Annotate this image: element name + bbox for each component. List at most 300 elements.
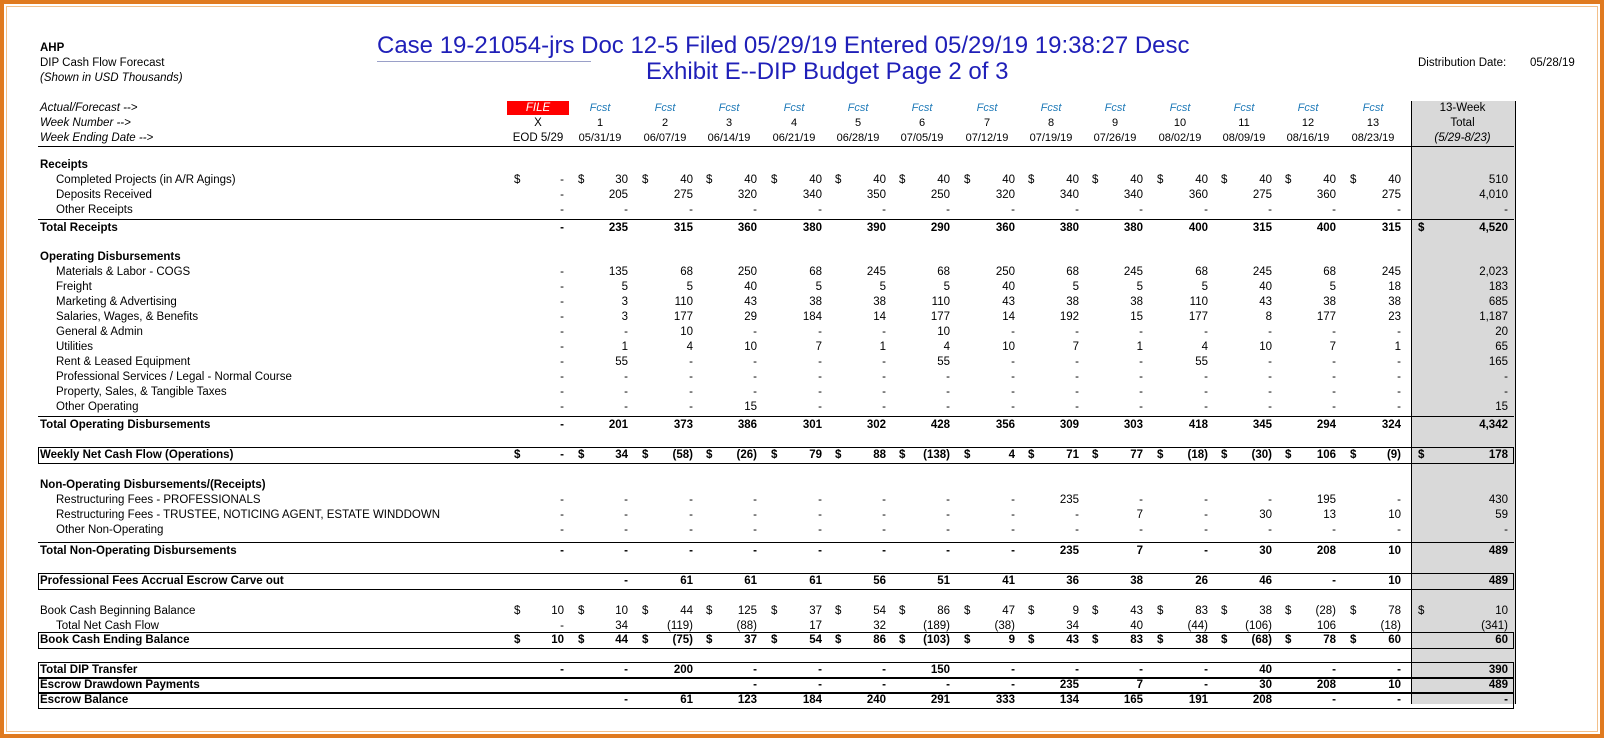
table-cell: 200 bbox=[673, 664, 693, 676]
table-cell: 43 bbox=[1130, 605, 1143, 617]
week-6-number: 6 bbox=[918, 117, 926, 129]
table-cell: 5 bbox=[1136, 281, 1143, 293]
dollar-sign: $ bbox=[578, 634, 585, 646]
table-cell: - bbox=[753, 494, 757, 506]
table-cell: 10 bbox=[1495, 605, 1508, 617]
table-cell: 178 bbox=[1488, 449, 1508, 461]
table-cell: 191 bbox=[1188, 694, 1208, 706]
table-cell: - bbox=[1075, 386, 1079, 398]
table-cell: 38 bbox=[1388, 296, 1401, 308]
dollar-sign: $ bbox=[706, 605, 713, 617]
table-cell: (58) bbox=[672, 449, 693, 461]
table-cell: - bbox=[1504, 371, 1508, 383]
table-cell: - bbox=[818, 386, 822, 398]
dollar-sign: $ bbox=[899, 605, 906, 617]
table-cell: 7 bbox=[1136, 509, 1143, 521]
dollar-sign: $ bbox=[578, 449, 585, 461]
table-cell: 360 bbox=[1188, 189, 1208, 201]
table-cell: - bbox=[1011, 545, 1015, 557]
table-cell: - bbox=[560, 266, 564, 278]
table-cell: - bbox=[1075, 356, 1079, 368]
table-cell: - bbox=[560, 386, 564, 398]
table-cell: - bbox=[818, 524, 822, 536]
table-cell: - bbox=[1011, 326, 1015, 338]
table-cell: 43 bbox=[1002, 296, 1015, 308]
table-cell: 4,520 bbox=[1479, 222, 1508, 234]
week-8-actual-forecast: Fcst bbox=[1040, 102, 1062, 114]
table-cell: 489 bbox=[1488, 545, 1508, 557]
report-subtitle: DIP Cash Flow Forecast bbox=[40, 57, 165, 69]
table-cell: 290 bbox=[930, 222, 950, 234]
week-9-ending-date: 07/26/19 bbox=[1093, 132, 1137, 144]
table-cell: (88) bbox=[736, 620, 757, 632]
table-cell: - bbox=[1268, 356, 1272, 368]
table-cell: - bbox=[882, 356, 886, 368]
table-cell: 68 bbox=[937, 266, 950, 278]
table-cell: - bbox=[753, 326, 757, 338]
label-week-ending: Week Ending Date --> bbox=[40, 132, 154, 144]
row-label: Restructuring Fees - PROFESSIONALS bbox=[56, 494, 261, 506]
table-cell: 135 bbox=[608, 266, 628, 278]
table-cell: - bbox=[689, 494, 693, 506]
table-cell: 1 bbox=[621, 341, 628, 353]
file-status-badge: FILE bbox=[507, 101, 569, 115]
table-cell: 205 bbox=[608, 189, 628, 201]
week-4-ending-date: 06/21/19 bbox=[772, 132, 816, 144]
table-cell: 5 bbox=[879, 281, 886, 293]
table-cell: - bbox=[560, 281, 564, 293]
table-cell: - bbox=[753, 356, 757, 368]
dollar-sign: $ bbox=[1157, 634, 1164, 646]
week-10-actual-forecast: Fcst bbox=[1169, 102, 1191, 114]
table-cell: 275 bbox=[1252, 189, 1272, 201]
table-cell: 65 bbox=[1495, 341, 1508, 353]
table-cell: - bbox=[1011, 509, 1015, 521]
dollar-sign: $ bbox=[1418, 449, 1425, 461]
table-cell: - bbox=[1011, 401, 1015, 413]
total-rule bbox=[38, 416, 1514, 417]
table-cell: - bbox=[818, 326, 822, 338]
table-cell: 30 bbox=[1259, 509, 1272, 521]
row-label: Total Net Cash Flow bbox=[56, 620, 159, 632]
table-cell: - bbox=[1075, 509, 1079, 521]
dollar-sign: $ bbox=[1028, 634, 1035, 646]
dollar-sign: $ bbox=[835, 449, 842, 461]
table-cell: 5 bbox=[1329, 281, 1336, 293]
dollar-sign: $ bbox=[1028, 174, 1035, 186]
table-cell: - bbox=[1332, 356, 1336, 368]
table-cell: 235 bbox=[1059, 545, 1079, 557]
table-cell: - bbox=[1268, 494, 1272, 506]
table-cell: - bbox=[1397, 401, 1401, 413]
table-cell: - bbox=[624, 524, 628, 536]
table-cell: 40 bbox=[1323, 174, 1336, 186]
table-cell: - bbox=[560, 545, 564, 557]
table-cell: 38 bbox=[1066, 296, 1079, 308]
table-cell: - bbox=[882, 679, 886, 691]
table-cell: 134 bbox=[1059, 694, 1079, 706]
table-cell: - bbox=[689, 509, 693, 521]
table-cell: (106) bbox=[1245, 620, 1272, 632]
table-cell: - bbox=[1139, 401, 1143, 413]
table-cell: 10 bbox=[1388, 509, 1401, 521]
table-cell: - bbox=[1075, 326, 1079, 338]
table-cell: 177 bbox=[930, 311, 950, 323]
table-cell: - bbox=[560, 419, 564, 431]
table-cell: 340 bbox=[1123, 189, 1143, 201]
table-cell: 250 bbox=[737, 266, 757, 278]
table-cell: - bbox=[1332, 664, 1336, 676]
table-cell: 201 bbox=[608, 419, 628, 431]
table-cell: 303 bbox=[1123, 419, 1143, 431]
table-cell: - bbox=[882, 494, 886, 506]
table-cell: 165 bbox=[1123, 694, 1143, 706]
table-cell: - bbox=[560, 494, 564, 506]
dollar-sign: $ bbox=[771, 174, 778, 186]
distribution-label: Distribution Date: bbox=[1418, 57, 1507, 69]
table-cell: - bbox=[1075, 401, 1079, 413]
first-week-ending: EOD 5/29 bbox=[512, 132, 564, 144]
table-cell: 61 bbox=[809, 575, 822, 587]
label-actual-forecast: Actual/Forecast --> bbox=[40, 102, 138, 114]
table-cell: - bbox=[624, 509, 628, 521]
table-cell: - bbox=[689, 204, 693, 216]
table-cell: - bbox=[1332, 386, 1336, 398]
row-label: Book Cash Ending Balance bbox=[40, 634, 190, 646]
table-cell: - bbox=[1075, 664, 1079, 676]
table-cell: 40 bbox=[809, 174, 822, 186]
table-cell: - bbox=[560, 311, 564, 323]
week-5-number: 5 bbox=[854, 117, 862, 129]
dollar-sign: $ bbox=[706, 174, 713, 186]
table-cell: (38) bbox=[994, 620, 1015, 632]
dollar-sign: $ bbox=[1221, 605, 1228, 617]
table-cell: 8 bbox=[1265, 311, 1272, 323]
company-name: AHP bbox=[40, 42, 65, 54]
table-cell: 40 bbox=[1259, 174, 1272, 186]
dollar-sign: $ bbox=[771, 449, 778, 461]
table-cell: 10 bbox=[1002, 341, 1015, 353]
week-2-number: 2 bbox=[661, 117, 669, 129]
table-cell: 123 bbox=[737, 694, 757, 706]
week-4-number: 4 bbox=[790, 117, 798, 129]
week-9-number: 9 bbox=[1111, 117, 1119, 129]
table-cell: - bbox=[1332, 204, 1336, 216]
table-cell: - bbox=[1332, 524, 1336, 536]
row-label: Receipts bbox=[40, 159, 88, 171]
table-cell: 56 bbox=[873, 575, 886, 587]
dollar-sign: $ bbox=[1028, 605, 1035, 617]
table-cell: 302 bbox=[866, 419, 886, 431]
table-cell: 386 bbox=[737, 419, 757, 431]
table-cell: 9 bbox=[1072, 605, 1079, 617]
table-cell: 301 bbox=[802, 419, 822, 431]
table-cell: - bbox=[1504, 204, 1508, 216]
week-7-actual-forecast: Fcst bbox=[976, 102, 998, 114]
dollar-sign: $ bbox=[771, 634, 778, 646]
table-cell: 235 bbox=[608, 222, 628, 234]
table-cell: 88 bbox=[873, 449, 886, 461]
units-note: (Shown in USD Thousands) bbox=[40, 72, 183, 84]
table-cell: 59 bbox=[1495, 509, 1508, 521]
table-cell: - bbox=[1504, 694, 1508, 706]
table-cell: 40 bbox=[1388, 174, 1401, 186]
table-cell: 294 bbox=[1316, 419, 1336, 431]
row-label: Other Operating bbox=[56, 401, 139, 413]
table-cell: 3 bbox=[621, 296, 628, 308]
table-cell: 55 bbox=[937, 356, 950, 368]
table-cell: 46 bbox=[1259, 575, 1272, 587]
table-cell: - bbox=[560, 356, 564, 368]
table-cell: - bbox=[560, 371, 564, 383]
table-cell: - bbox=[560, 524, 564, 536]
table-cell: - bbox=[946, 524, 950, 536]
table-cell: - bbox=[946, 204, 950, 216]
table-cell: 5 bbox=[1072, 281, 1079, 293]
table-cell: 1 bbox=[1394, 341, 1401, 353]
table-cell: 1,187 bbox=[1479, 311, 1508, 323]
first-week-number: X bbox=[534, 117, 542, 129]
table-cell: 430 bbox=[1488, 494, 1508, 506]
table-cell: - bbox=[1139, 326, 1143, 338]
table-cell: 315 bbox=[1252, 222, 1272, 234]
table-cell: 14 bbox=[873, 311, 886, 323]
table-cell: 4 bbox=[943, 341, 950, 353]
table-cell: 10 bbox=[937, 326, 950, 338]
table-cell: 110 bbox=[1189, 296, 1208, 308]
table-cell: 14 bbox=[1002, 311, 1015, 323]
dollar-sign: $ bbox=[642, 634, 649, 646]
dollar-sign: $ bbox=[1350, 605, 1357, 617]
week-10-number: 10 bbox=[1173, 117, 1187, 129]
table-cell: 192 bbox=[1059, 311, 1079, 323]
week-12-actual-forecast: Fcst bbox=[1297, 102, 1319, 114]
table-cell: 350 bbox=[866, 189, 886, 201]
table-cell: - bbox=[624, 401, 628, 413]
table-cell: 333 bbox=[995, 694, 1015, 706]
table-cell: 40 bbox=[680, 174, 693, 186]
table-cell: - bbox=[818, 401, 822, 413]
table-cell: - bbox=[1011, 356, 1015, 368]
table-cell: - bbox=[1011, 664, 1015, 676]
table-cell: 26 bbox=[1195, 575, 1208, 587]
dollar-sign: $ bbox=[899, 634, 906, 646]
table-cell: - bbox=[882, 204, 886, 216]
table-cell: 10 bbox=[680, 326, 693, 338]
table-cell: 13 bbox=[1323, 509, 1336, 521]
week-8-number: 8 bbox=[1047, 117, 1055, 129]
row-label: Operating Disbursements bbox=[40, 251, 181, 263]
week-5-actual-forecast: Fcst bbox=[847, 102, 869, 114]
table-cell: 4 bbox=[686, 341, 693, 353]
table-cell: 208 bbox=[1316, 679, 1336, 691]
table-cell: 4,342 bbox=[1479, 419, 1508, 431]
table-cell: - bbox=[1204, 679, 1208, 691]
table-cell: - bbox=[1075, 524, 1079, 536]
table-cell: - bbox=[1268, 371, 1272, 383]
table-cell: 235 bbox=[1059, 494, 1079, 506]
table-cell: 10 bbox=[1388, 575, 1401, 587]
table-cell: 40 bbox=[1002, 281, 1015, 293]
row-label: Salaries, Wages, & Benefits bbox=[56, 311, 199, 323]
table-cell: - bbox=[818, 371, 822, 383]
dollar-sign: $ bbox=[706, 634, 713, 646]
table-cell: 7 bbox=[1136, 679, 1143, 691]
table-cell: - bbox=[1332, 326, 1336, 338]
week-4-actual-forecast: Fcst bbox=[783, 102, 805, 114]
table-cell: 428 bbox=[930, 419, 950, 431]
table-cell: - bbox=[1397, 371, 1401, 383]
week-1-actual-forecast: Fcst bbox=[589, 102, 611, 114]
table-cell: 110 bbox=[931, 296, 950, 308]
week-1-ending-date: 05/31/19 bbox=[578, 132, 622, 144]
week-3-ending-date: 06/14/19 bbox=[707, 132, 751, 144]
row-label: Total Operating Disbursements bbox=[40, 419, 211, 431]
table-cell: 250 bbox=[930, 189, 950, 201]
table-cell: 195 bbox=[1316, 494, 1336, 506]
table-cell: (138) bbox=[923, 449, 950, 461]
row-label: Non-Operating Disbursements/(Receipts) bbox=[40, 479, 266, 491]
table-cell: 38 bbox=[873, 296, 886, 308]
dollar-sign: $ bbox=[1285, 449, 1292, 461]
row-label: Other Non-Operating bbox=[56, 524, 164, 536]
table-cell: 55 bbox=[615, 356, 628, 368]
table-cell: 184 bbox=[802, 694, 822, 706]
dollar-sign: $ bbox=[964, 634, 971, 646]
row-label: Other Receipts bbox=[56, 204, 133, 216]
table-cell: 68 bbox=[1066, 266, 1079, 278]
table-cell: 29 bbox=[744, 311, 757, 323]
table-cell: (44) bbox=[1187, 620, 1208, 632]
dollar-sign: $ bbox=[899, 174, 906, 186]
table-cell: 38 bbox=[809, 296, 822, 308]
week-2-ending-date: 06/07/19 bbox=[643, 132, 687, 144]
week-11-actual-forecast: Fcst bbox=[1233, 102, 1255, 114]
table-cell: 51 bbox=[937, 575, 950, 587]
row-label: Materials & Labor - COGS bbox=[56, 266, 191, 278]
table-cell: 60 bbox=[1388, 634, 1401, 646]
table-cell: - bbox=[1268, 401, 1272, 413]
table-cell: 43 bbox=[1259, 296, 1272, 308]
table-cell: - bbox=[946, 401, 950, 413]
table-cell: 390 bbox=[1488, 664, 1508, 676]
table-cell: 340 bbox=[1059, 189, 1079, 201]
table-cell: 86 bbox=[937, 605, 950, 617]
table-cell: 40 bbox=[744, 281, 757, 293]
court-stamp-line1: Case 19-21054-jrs Doc 12-5 Filed 05/29/19 Entered 05/29/19 19:38:27 Desc bbox=[377, 32, 1190, 59]
dollar-sign: $ bbox=[1221, 449, 1228, 461]
table-cell: - bbox=[1139, 386, 1143, 398]
week-11-number: 11 bbox=[1238, 117, 1250, 129]
table-cell: 345 bbox=[1252, 419, 1272, 431]
table-cell: (9) bbox=[1386, 449, 1401, 461]
week-13-actual-forecast: Fcst bbox=[1362, 102, 1384, 114]
row-label: Total Non-Operating Disbursements bbox=[40, 545, 237, 557]
week-13-ending-date: 08/23/19 bbox=[1351, 132, 1395, 144]
dollar-sign: $ bbox=[1350, 174, 1357, 186]
table-cell: - bbox=[560, 204, 564, 216]
dollar-sign: $ bbox=[514, 174, 521, 186]
table-cell: 40 bbox=[1130, 174, 1143, 186]
table-cell: - bbox=[946, 679, 950, 691]
table-cell: - bbox=[882, 371, 886, 383]
table-cell: 208 bbox=[1252, 694, 1272, 706]
table-cell: 184 bbox=[802, 311, 822, 323]
table-cell: - bbox=[1204, 524, 1208, 536]
table-cell: 177 bbox=[1188, 311, 1208, 323]
table-cell: 489 bbox=[1488, 575, 1508, 587]
table-cell: 275 bbox=[673, 189, 693, 201]
table-cell: 34 bbox=[615, 620, 628, 632]
table-cell: - bbox=[1204, 386, 1208, 398]
table-cell: 110 bbox=[674, 296, 693, 308]
table-cell: - bbox=[1397, 386, 1401, 398]
table-cell: 38 bbox=[1323, 296, 1336, 308]
table-cell: - bbox=[1397, 694, 1401, 706]
table-cell: 250 bbox=[995, 266, 1015, 278]
dollar-sign: $ bbox=[771, 605, 778, 617]
table-cell: - bbox=[1397, 356, 1401, 368]
row-label: Escrow Balance bbox=[40, 694, 129, 706]
table-cell: 10 bbox=[744, 341, 757, 353]
table-cell: 61 bbox=[680, 575, 693, 587]
table-cell: - bbox=[1139, 524, 1143, 536]
table-cell: 177 bbox=[1316, 311, 1336, 323]
table-cell: 78 bbox=[1323, 634, 1336, 646]
row-label: Escrow Drawdown Payments bbox=[40, 679, 200, 691]
row-label: Professional Fees Accrual Escrow Carve out bbox=[40, 575, 284, 587]
table-cell: 7 bbox=[1072, 341, 1079, 353]
table-cell: (18) bbox=[1380, 620, 1401, 632]
table-cell: 30 bbox=[1259, 679, 1272, 691]
table-cell: - bbox=[818, 679, 822, 691]
table-cell: 360 bbox=[1316, 189, 1336, 201]
row-label: Restructuring Fees - TRUSTEE, NOTICING AGENT, ESTATE WINDDOWN bbox=[56, 509, 441, 521]
table-cell: - bbox=[1011, 204, 1015, 216]
table-cell: - bbox=[882, 524, 886, 536]
table-cell: - bbox=[1204, 401, 1208, 413]
table-cell: 373 bbox=[673, 419, 693, 431]
week-3-number: 3 bbox=[725, 117, 733, 129]
table-cell: 235 bbox=[1059, 679, 1079, 691]
table-cell: 320 bbox=[995, 189, 1015, 201]
table-cell: 183 bbox=[1488, 281, 1508, 293]
total-header-line2: Total bbox=[1450, 117, 1475, 129]
table-cell: 245 bbox=[866, 266, 886, 278]
table-cell: 106 bbox=[1316, 449, 1336, 461]
table-cell: 315 bbox=[673, 222, 693, 234]
table-cell: 291 bbox=[930, 694, 950, 706]
table-cell: 7 bbox=[815, 341, 822, 353]
table-cell: - bbox=[946, 494, 950, 506]
row-label: Completed Projects (in A/R Agings) bbox=[56, 174, 236, 186]
table-cell: 245 bbox=[1252, 266, 1272, 278]
table-cell: 40 bbox=[1259, 281, 1272, 293]
table-cell: 41 bbox=[1002, 575, 1015, 587]
table-cell: 44 bbox=[615, 634, 628, 646]
row-label: General & Admin bbox=[56, 326, 143, 338]
table-cell: 177 bbox=[673, 311, 693, 323]
table-cell: 380 bbox=[802, 222, 822, 234]
table-cell: 4 bbox=[1008, 449, 1015, 461]
week-9-actual-forecast: Fcst bbox=[1104, 102, 1126, 114]
table-cell: 15 bbox=[744, 401, 757, 413]
table-cell: - bbox=[689, 401, 693, 413]
table-cell: (103) bbox=[923, 634, 950, 646]
table-cell: - bbox=[1075, 371, 1079, 383]
table-cell: 55 bbox=[1195, 356, 1208, 368]
table-cell: 390 bbox=[866, 222, 886, 234]
